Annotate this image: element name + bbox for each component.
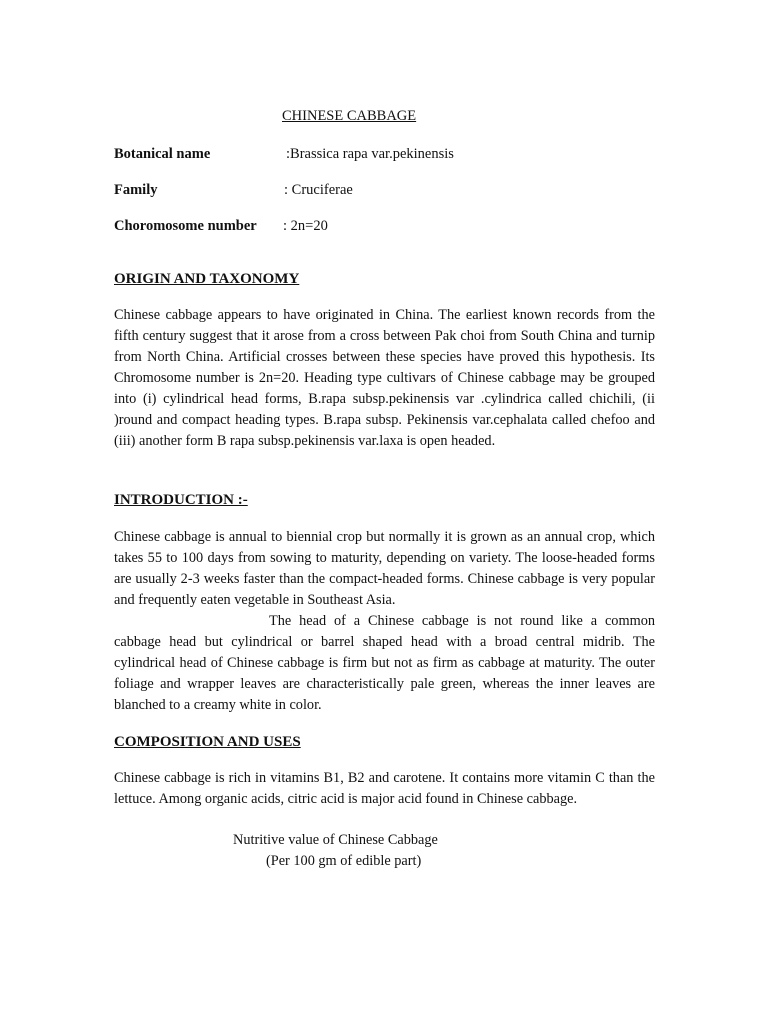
introduction-paragraph xyxy=(114,527,655,716)
composition-paragraph xyxy=(114,768,655,810)
document-title: CHINESE CABBAGE xyxy=(282,108,417,124)
introduction-text-1: Chinese cabbage is annual to biennial crop but normally it is grown as an annual crop, which takes 55 to 100 days from sowing to maturity, depending on variety. The loose-headed forms are usually 2-3 weeks faster than the compact-headed forms. Chinese cabbage is very popular and frequently eaten vegetable in Southeast Asia. xyxy=(114,529,655,608)
origin-paragraph xyxy=(114,305,655,452)
botanical-name-value: :Brassica rapa var.pekinensis xyxy=(286,146,454,162)
botanical-name-label: Botanical name xyxy=(114,146,211,162)
introduction-heading: INTRODUCTION :- xyxy=(114,492,248,508)
origin-text: Chinese cabbage appears to have originated in China. The earliest known records from the fifth century suggest that it arose from a cross between Pak choi from South China and turnip from North China. Artificial crosses between these species have proved this hypothesis. Its Chromosome number is 2n=20. Heading type cultivars of Chinese cabbage may be grouped into (i) cylindrical head forms, B.rapa subsp.pekinensis var .cylindrica called chichili, (ii )round and compact heading types. B.rapa subsp. Pekinensis var.cephalata called chefoo and (iii) another form B rapa subsp.pekinensis var.laxa is open headed. xyxy=(114,307,655,449)
family-value: : Cruciferae xyxy=(284,182,353,198)
nutrition-table-title: Nutritive value of Chinese Cabbage xyxy=(233,832,438,848)
introduction-text-2: The head of a Chinese cabbage is not round like a common cabbage head but cylindrical or barrel shaped head with a broad central midrib. The cylindrical head of Chinese cabbage is firm but not as firm as cabbage at maturity. The outer foliage and wrapper leaves are characteristically pale green, whereas the inner leaves are blanched to a creamy white in color. xyxy=(114,613,655,713)
chromosome-label: Choromosome number xyxy=(114,218,257,234)
composition-text: Chinese cabbage is rich in vitamins B1, B2 and carotene. It contains more vitamin C than the lettuce. Among organic acids, citric acid is major acid found in Chinese cabbage. xyxy=(114,770,655,807)
nutrition-table-subtitle: (Per 100 gm of edible part) xyxy=(266,853,422,869)
chromosome-value: : 2n=20 xyxy=(283,218,328,234)
origin-heading: ORIGIN AND TAXONOMY xyxy=(114,271,300,287)
family-label: Family xyxy=(114,182,158,198)
composition-heading: COMPOSITION AND USES xyxy=(114,734,301,750)
